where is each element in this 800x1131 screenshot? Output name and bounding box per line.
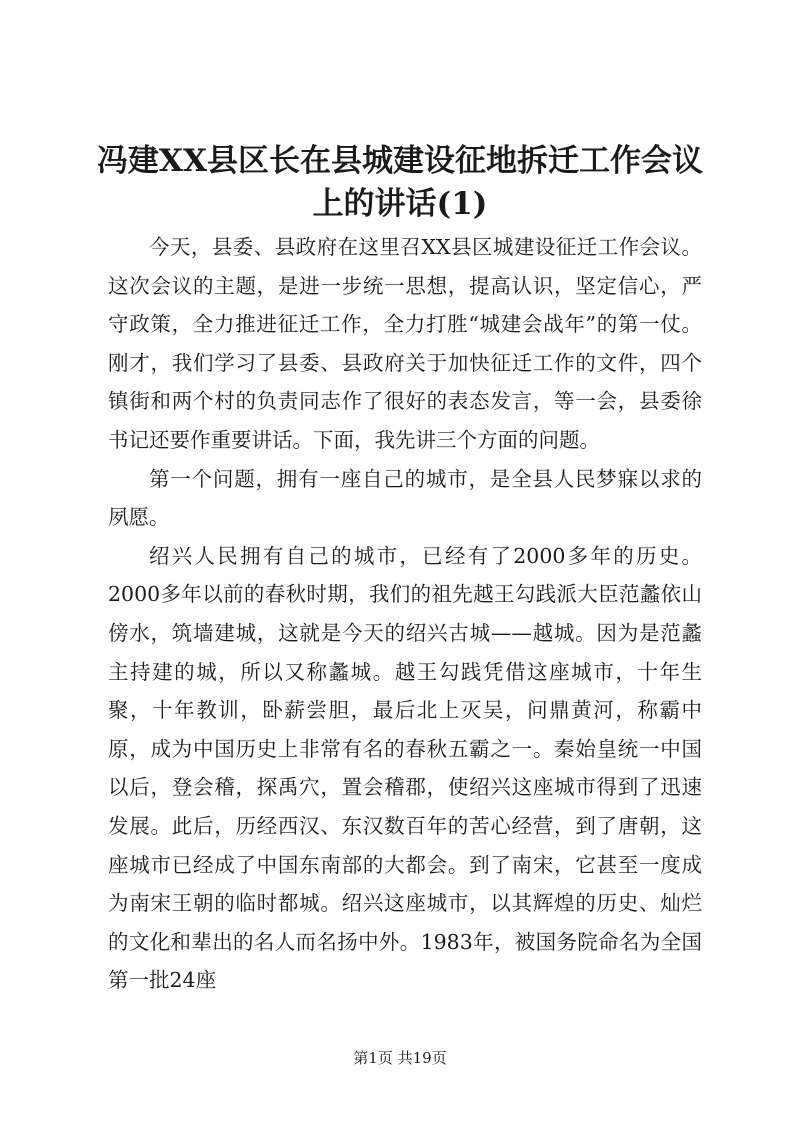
title-line-1: 冯建XX县区长在县城建设征地拆迁工作会议 — [96, 143, 704, 179]
paragraph-2: 第一个问题，拥有一座自己的城市，是全县人民梦寐以求的夙愿。 — [108, 466, 702, 530]
page-footer: 第1页 共19页 — [353, 1049, 447, 1067]
title-line-2: 上的讲话(1) — [312, 186, 488, 222]
paragraph-3: 绍兴人民拥有自己的城市，已经有了2000多年的历史。2000多年以前的春秋时期，我们的祖先越王勾践派大臣范蠡依山傍水，筑墙建城，这就是今天的绍兴古城——越城。因为是范蠡主持建的城，所以又称蠡城。越王勾践凭借这座城市，十年生聚，十年教训，卧薪尝胆，最后北上灭吴，问鼎黄河，称霸中原，成为中国历史上非常有名的春秋五霸之一。秦始皇统一中国以后，登会稽，探禹穴，置会稽郡，使绍兴这座城市得到了迅速发展。此后，历经西汉、东汉数百年的苦心经营，到了唐朝，这座城市已经成了中国东南部的大都会。到了南宋，它甚至一度成为南宋王朝的临时都城。绍兴这座城市，以其辉煌的历史、灿烂的文化和辈出的名人而名扬中外。1983年，被国务院命名为全国第一批24座 — [108, 543, 702, 993]
document-title — [90, 140, 710, 226]
paragraph-1: 今天，县委、县政府在这里召XX县区城建设征迁工作会议。这次会议的主题，是进一步统一思想，提高认识，坚定信心，严守政策，全力推进征迁工作，全力打胜“城建会战年”的第一仗。刚才，我们学习了县委、县政府关于加快征迁工作的文件，四个镇街和两个村的负责同志作了很好的表态发言，等一会，县委徐书记还要作重要讲话。下面，我先讲三个方面的问题。 — [108, 235, 702, 452]
document-body — [108, 228, 702, 1000]
